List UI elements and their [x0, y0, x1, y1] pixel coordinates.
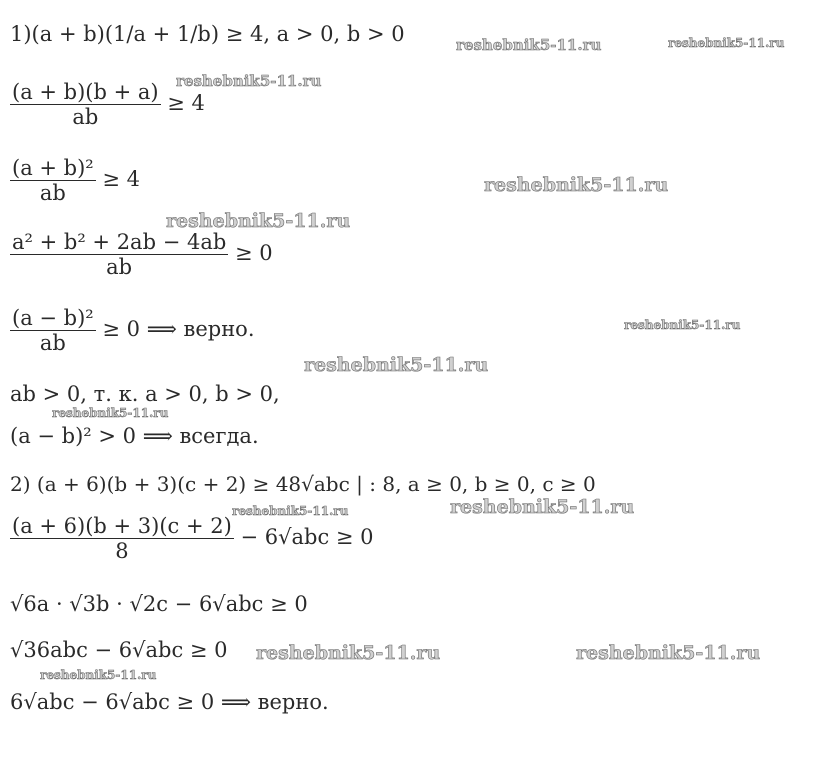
fraction [10, 306, 96, 355]
numerator: (a + b)² [12, 156, 94, 180]
denominator: ab [10, 104, 161, 129]
watermark: reshebnik5-11.ru [232, 504, 349, 518]
inequality-rest: ≥ 0 [234, 241, 273, 266]
equation-text: 1)(a + b)(1/a + 1/b) ≥ 4, a > 0, b > 0 [10, 22, 405, 46]
watermark: reshebnik5-11.ru [176, 72, 322, 90]
inequality-rest: ≥ 4 [167, 91, 205, 116]
equation-line-8 [10, 472, 596, 496]
fraction [10, 80, 161, 129]
watermark: reshebnik5-11.ru [304, 354, 489, 376]
equation-text: 2) (a + 6)(b + 3)(c + 2) ≥ 48√abc | : 8, a ≥ 0, b ≥ 0, c ≥ 0 [10, 472, 596, 496]
equation-line-1 [10, 22, 405, 46]
watermark: reshebnik5-11.ru [456, 36, 602, 54]
numerator: (a + b)(b + a) [12, 80, 159, 104]
denominator: ab [10, 254, 228, 279]
denominator: ab [10, 180, 96, 205]
inequality-rest: ≥ 0 ⟹ верно. [102, 317, 255, 342]
numerator: (a − b)² [12, 306, 94, 330]
equation-line-10 [10, 592, 308, 616]
watermark: reshebnik5-11.ru [256, 642, 441, 664]
watermark: reshebnik5-11.ru [40, 668, 157, 682]
watermark: reshebnik5-11.ru [52, 406, 169, 420]
watermark: reshebnik5-11.ru [484, 174, 669, 196]
watermark: reshebnik5-11.ru [668, 36, 785, 50]
fraction [10, 514, 234, 563]
watermark: reshebnik5-11.ru [576, 642, 761, 664]
equation-text: (a − b)² > 0 ⟹ всегда. [10, 424, 259, 448]
equation-line-5 [10, 306, 255, 355]
equation-text: √6a · √3b · √2c − 6√abc ≥ 0 [10, 592, 308, 616]
watermark: reshebnik5-11.ru [624, 318, 741, 332]
numerator: a² + b² + 2ab − 4ab [12, 230, 227, 254]
equation-line-9 [10, 514, 374, 563]
numerator: (a + 6)(b + 3)(c + 2) [12, 514, 232, 538]
denominator: ab [10, 330, 96, 355]
equation-text: √36abc − 6√abc ≥ 0 [10, 638, 228, 662]
equation-line-11 [10, 638, 228, 662]
equation-line-3 [10, 156, 140, 205]
equation-line-12 [10, 690, 329, 714]
watermark: reshebnik5-11.ru [166, 210, 351, 232]
equation-line-6 [10, 382, 280, 406]
inequality-rest: ≥ 4 [102, 167, 141, 192]
equation-text: 6√abc − 6√abc ≥ 0 ⟹ верно. [10, 690, 329, 714]
denominator: 8 [10, 538, 234, 563]
fraction [10, 230, 228, 279]
fraction [10, 156, 96, 205]
equation-text: ab > 0, т. к. a > 0, b > 0, [10, 382, 280, 406]
equation-line-7 [10, 424, 259, 448]
equation-line-4 [10, 230, 273, 279]
inequality-rest: − 6√abc ≥ 0 [240, 525, 374, 550]
watermark: reshebnik5-11.ru [450, 496, 635, 518]
